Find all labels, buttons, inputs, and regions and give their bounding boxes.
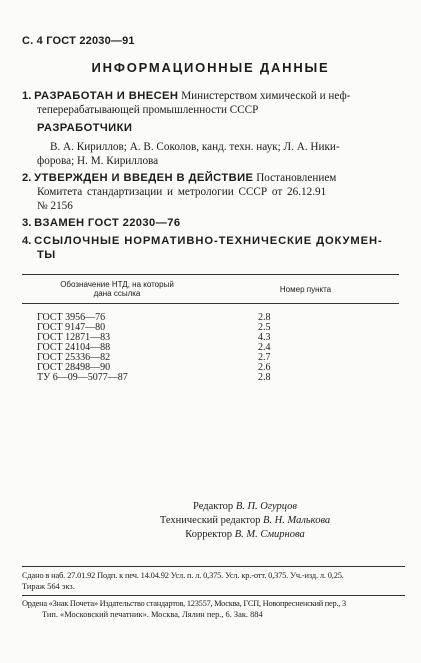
- imprint-mid-rule: [22, 595, 405, 596]
- table-row: ГОСТ 24104—88: [37, 342, 111, 353]
- section-heading: ССЫЛОЧНЫЕ НОРМАТИВНО-ТЕХНИЧЕСКИЕ ДОКУМЕН-: [34, 235, 383, 247]
- imprint-top-rule: [22, 566, 405, 567]
- table-row: ТУ 6—09—5077—87: [37, 372, 128, 383]
- developers-line2: форова; Н. М. Кириллова: [37, 155, 159, 167]
- imprint-line1: Сдано в наб. 27.01.92 Подп. к печ. 14.04.92 Усл. п. л. 0,375. Усл. кр.-отт. 0,375. Уч.-изд. л. 0,25.: [22, 571, 344, 580]
- section-heading: ВЗАМЕН ГОСТ 22030—76: [34, 217, 181, 229]
- table-header-rule: [22, 303, 399, 304]
- table-cell: 2.8: [258, 312, 271, 323]
- document-title: ИНФОРМАЦИОННЫЕ ДАННЫЕ: [91, 60, 330, 75]
- table-item-column: [258, 313, 271, 383]
- table-cell: 2.4: [258, 342, 271, 353]
- section-heading: РАЗРАБОТАН И ВНЕСЕН: [34, 90, 179, 102]
- table-row: ГОСТ 25336—82: [37, 352, 111, 363]
- section-number: 2.: [22, 172, 32, 184]
- table-row: ГОСТ 28498—90: [37, 362, 111, 373]
- table-top-rule: [22, 274, 399, 275]
- section-number: 1.: [22, 90, 32, 102]
- section-text: Постановлением: [256, 172, 337, 184]
- table-row: ГОСТ 12871—83: [37, 332, 111, 343]
- section-text-cont: теперерабатывающей промышленности СССР: [37, 104, 259, 116]
- section-4: [22, 234, 412, 262]
- section-number: 4.: [22, 235, 32, 247]
- publisher-line2: Тип. «Московский печатник». Москва, Лялин пер., 6. Зак. 884: [42, 610, 263, 619]
- credits-block: [100, 500, 390, 542]
- section-number: 3.: [22, 217, 32, 229]
- developers-line1: В. А. Кириллов; А. В. Соколов, канд. техн. наук; Л. А. Ники-: [50, 141, 340, 153]
- section-heading: УТВЕРЖДЕН И ВВЕДЕН В ДЕЙСТВИЕ: [34, 172, 254, 184]
- publisher-block: [22, 598, 405, 620]
- table-header-item: Номер пункта: [279, 285, 332, 294]
- table-cell: 2.8: [258, 372, 271, 383]
- table-row: ГОСТ 3956—76: [37, 312, 106, 323]
- section-heading-cont: ТЫ: [37, 249, 56, 261]
- table-cell: 4.3: [258, 332, 271, 343]
- table-cell: 2.7: [258, 352, 271, 363]
- credit-editor: Редактор В. П. Огурцов: [193, 501, 297, 512]
- table-row: ГОСТ 9147—80: [37, 322, 106, 333]
- imprint-block: [22, 570, 405, 592]
- publisher-line1: Ордена «Знак Почета» Издательство стандартов, 123557, Москва, ГСП, Новопресненский пер., 3: [22, 599, 346, 608]
- section-2: [22, 171, 412, 213]
- section-1: [22, 89, 407, 117]
- table-doc-column: [37, 313, 128, 383]
- credit-tech-editor: Технический редактор В. Н. Малькова: [159, 515, 331, 526]
- credit-proofreader: Корректор В. М. Смирнова: [185, 529, 305, 540]
- page-header: С. 4 ГОСТ 22030—91: [22, 35, 135, 47]
- imprint-line2: Тираж 564 экз.: [22, 582, 75, 591]
- developers-block: [37, 121, 407, 168]
- section-3: [22, 216, 407, 230]
- section-text: Министерством химической и неф-: [181, 90, 351, 102]
- section-text-cont: № 2156: [37, 200, 73, 212]
- developers-heading: РАЗРАБОТЧИКИ: [37, 122, 133, 134]
- table-header-doc: Обозначение НТД, на который дана ссылка: [60, 280, 174, 298]
- table-cell: 2.5: [258, 322, 271, 333]
- table-cell: 2.6: [258, 362, 271, 373]
- section-text-cont: Комитета стандартизации и метрологии СССР от 26.12.91: [37, 186, 327, 198]
